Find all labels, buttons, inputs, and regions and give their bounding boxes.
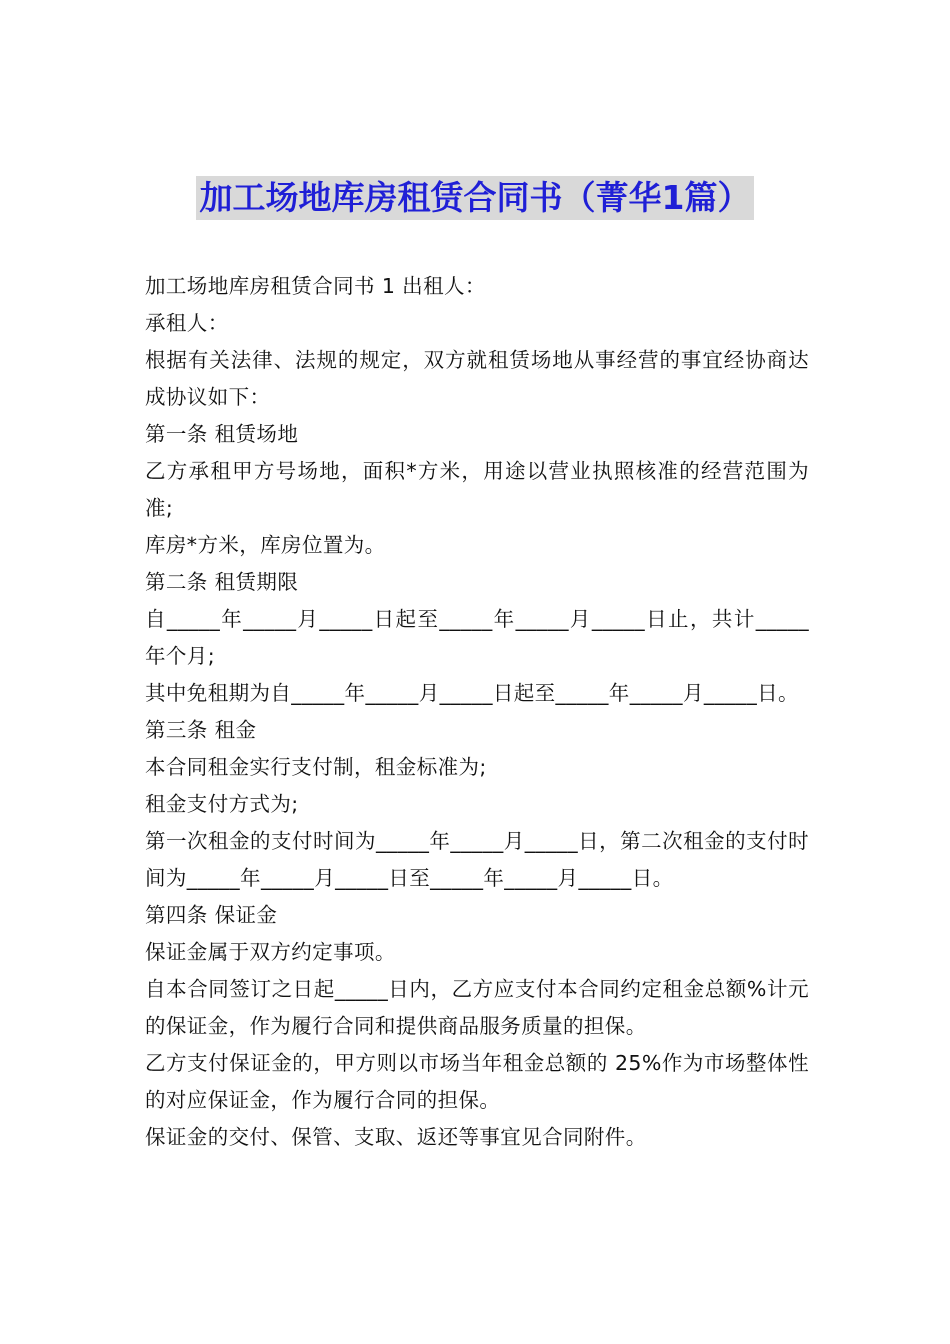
document-body [145, 268, 809, 1156]
article-4-heading: 第四条 保证金 [145, 903, 278, 927]
article-3-payment-times: 第一次租金的支付时间为_____年_____月_____日，第二次租金的支付时间为_____年_____月_____日至_____年_____月_____日。 [145, 829, 809, 890]
paragraph-parties-lessee: 承租人： [145, 311, 229, 335]
document-title: 加工场地库房租赁合同书（菁华1篇） [196, 176, 755, 220]
article-4-deposit-lessor: 乙方支付保证金的，甲方则以市场当年租金总额的 25%作为市场整体性的对应保证金，作为履行合同的担保。 [145, 1051, 809, 1112]
paragraph-preamble: 根据有关法律、法规的规定，双方就租赁场地从事经营的事宜经协商达成协议如下： [145, 348, 809, 409]
article-3-payment-method: 租金支付方式为; [145, 792, 299, 816]
article-2-term: 自_____年_____月_____日起至_____年_____月_____日止，共计_____年个月; [145, 607, 809, 668]
article-1-site: 乙方承租甲方号场地，面积*方米，用途以营业执照核准的经营范围为准; [145, 459, 809, 520]
paragraph-parties-lessor: 加工场地库房租赁合同书 1 出租人： [145, 274, 486, 298]
article-4-deposit-handling: 保证金的交付、保管、支取、返还等事宜见合同附件。 [145, 1125, 647, 1149]
article-1-warehouse: 库房*方米，库房位置为。 [145, 533, 386, 557]
article-4-deposit-lessee: 自本合同签订之日起_____日内，乙方应支付本合同约定租金总额%计元的保证金，作为履行合同和提供商品服务质量的担保。 [145, 977, 809, 1038]
article-2-heading: 第二条 租赁期限 [145, 570, 299, 594]
article-1-heading: 第一条 租赁场地 [145, 422, 299, 446]
article-2-rent-free: 其中免租期为自_____年_____月_____日起至_____年_____月_____日。 [145, 681, 799, 705]
article-4-agreed: 保证金属于双方约定事项。 [145, 940, 396, 964]
title-container [0, 176, 950, 220]
article-3-heading: 第三条 租金 [145, 718, 257, 742]
article-3-rent-standard: 本合同租金实行支付制，租金标准为; [145, 755, 487, 779]
